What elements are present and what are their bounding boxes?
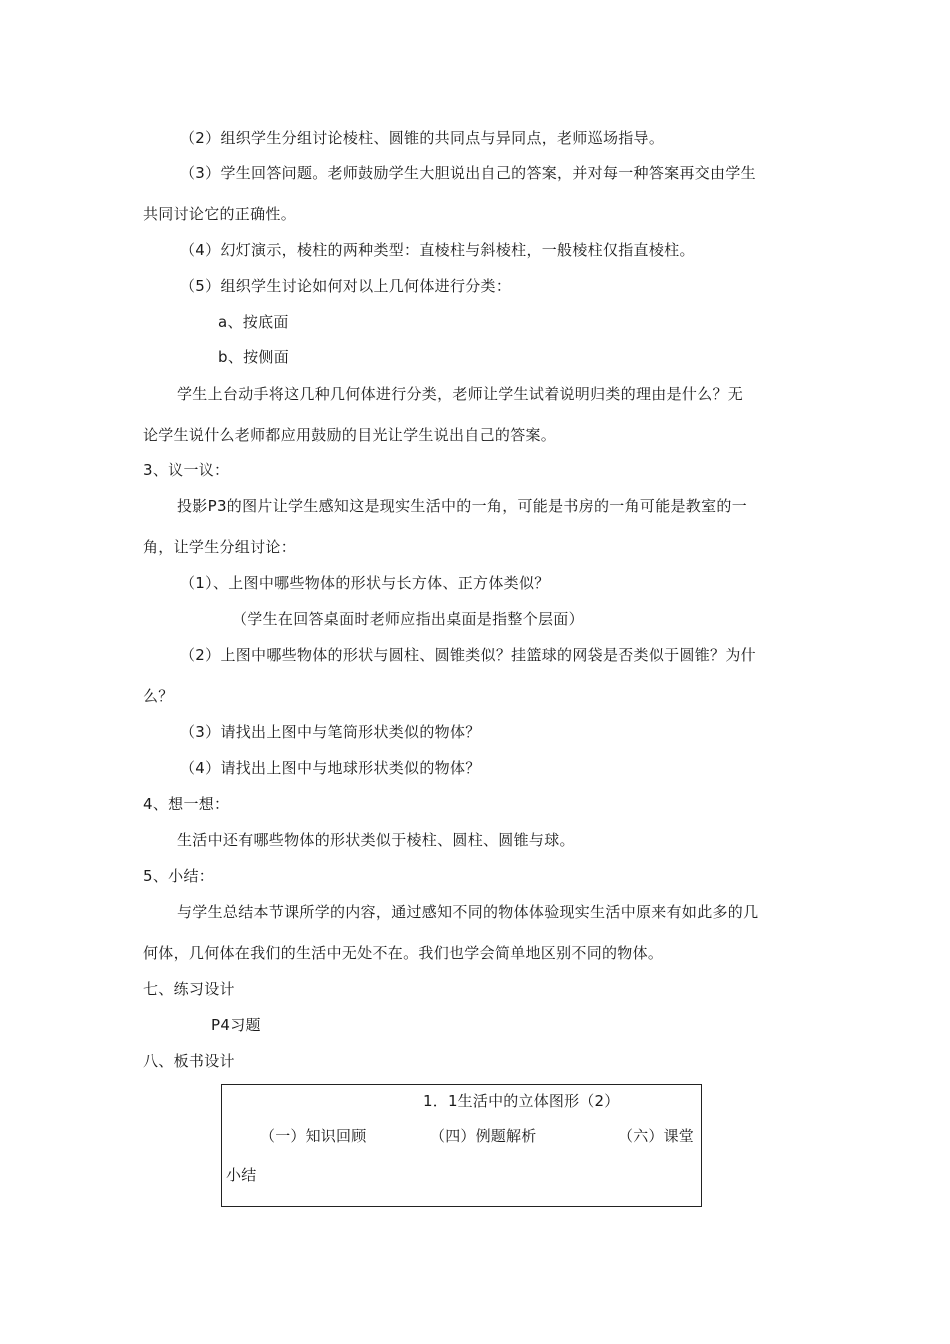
board-item-3-continued: 小结 [226,1166,257,1184]
sub-item-a: a、按底面 [218,313,289,331]
item-3-line-2: 共同讨论它的正确性。 [143,205,297,223]
board-item-2: （四）例题解析 [430,1127,537,1145]
board-item-1: （一）知识回顾 [260,1127,367,1145]
section-7-heading: 七、练习设计 [143,980,235,998]
question-1: （1）、上图中哪些物体的形状与长方体、正方体类似？ [180,574,550,592]
item-3-line-1: （3）学生回答问题。老师鼓励学生大胆说出自己的答案，并对每一种答案再交由学生 [180,164,756,182]
item-5: （5）组织学生讨论如何对以上几何体进行分类： [180,277,512,295]
board-title: 1．1生活中的立体图形（2） [423,1092,620,1110]
section-3-intro-line-2: 角，让学生分组讨论： [143,538,297,556]
item-2: （2）组织学生分组讨论棱柱、圆锥的共同点与异同点，老师巡场指导。 [180,129,665,147]
item-4: （4）幻灯演示，棱柱的两种类型：直棱柱与斜棱柱，一般棱柱仅指直棱柱。 [180,241,695,259]
section-5-line-2: 何体，几何体在我们的生活中无处不在。我们也学会简单地区别不同的物体。 [143,944,664,962]
board-item-3: （六）课堂 [618,1127,695,1145]
section-4-heading: 4、想一想： [143,795,230,813]
paragraph-line-2: 论学生说什么老师都应用鼓励的目光让学生说出自己的答案。 [143,426,557,444]
blackboard-design-box [221,1084,702,1207]
sub-item-b: b、按侧面 [218,348,290,366]
section-3-heading: 3、议一议： [143,461,230,479]
section-4-text: 生活中还有哪些物体的形状类似于棱柱、圆柱、圆锥与球。 [177,831,575,849]
paragraph-line-1: 学生上台动手将这几种几何体进行分类，老师让学生试着说明归类的理由是什么？无 [177,385,744,403]
question-2-line-1: （2）上图中哪些物体的形状与圆柱、圆锥类似？挂篮球的网袋是否类似于圆锥？为什 [180,646,756,664]
section-7-text: P4习题 [211,1016,261,1034]
section-8-heading: 八、板书设计 [143,1052,235,1070]
section-5-heading: 5、小结： [143,867,215,885]
section-3-intro-line-1: 投影P3的图片让学生感知这是现实生活中的一角，可能是书房的一角可能是教室的一 [177,497,747,515]
question-3: （3）请找出上图中与笔筒形状类似的物体？ [180,723,481,741]
question-2-line-2: 么？ [143,687,174,705]
question-4: （4）请找出上图中与地球形状类似的物体？ [180,759,481,777]
section-5-line-1: 与学生总结本节课所学的内容，通过感知不同的物体体验现实生活中原来有如此多的几 [177,903,759,921]
question-1-note: （学生在回答桌面时老师应指出桌面是指整个层面） [232,610,584,628]
